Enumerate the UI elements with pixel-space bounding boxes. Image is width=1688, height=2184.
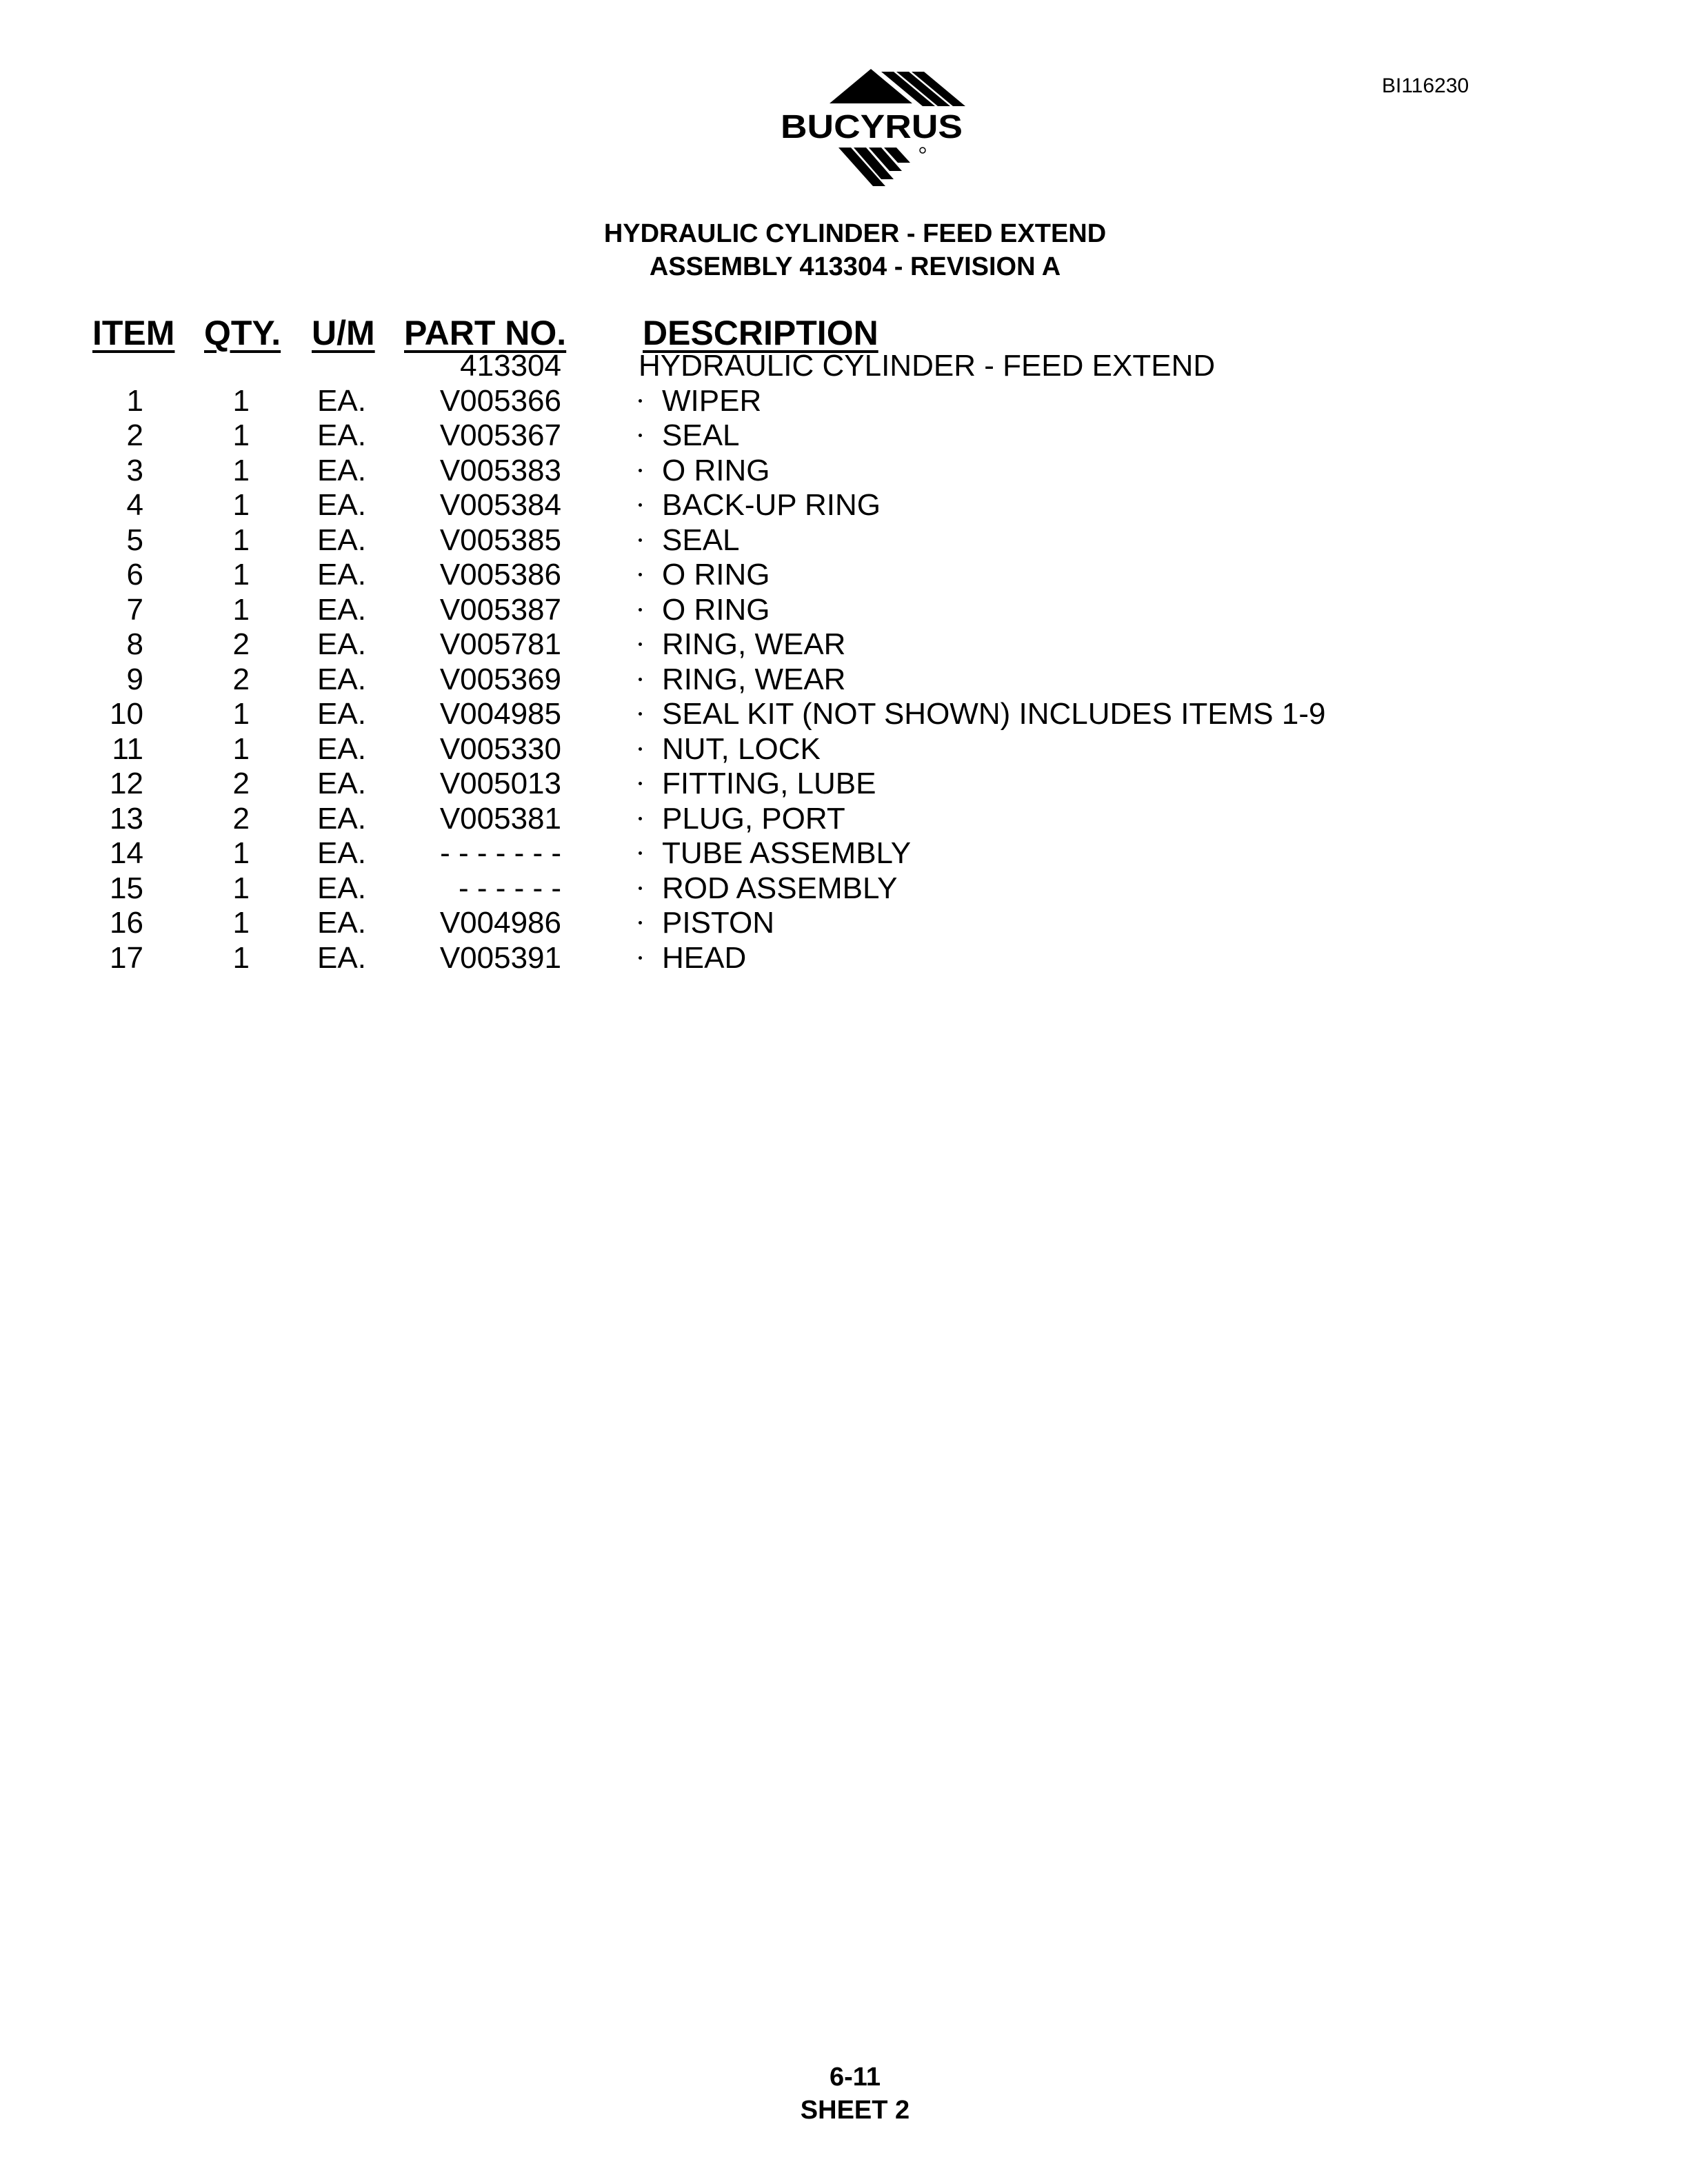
row-description: BACK-UP RING — [662, 488, 881, 522]
row-um: EA. — [317, 731, 366, 766]
row-qty: 1 — [232, 558, 250, 592]
row-um: EA. — [317, 940, 366, 975]
document-id: BI116230 — [1382, 74, 1469, 97]
table-row — [0, 593, 1688, 628]
row-item: 7 — [126, 592, 143, 627]
table-row — [0, 523, 1688, 558]
row-item: 15 — [110, 871, 143, 905]
column-header-part-no: PART NO. — [404, 314, 567, 352]
indent-dot-icon — [639, 503, 642, 507]
indent-dot-icon — [639, 538, 642, 542]
row-description: RING, WEAR — [662, 662, 846, 696]
row-qty: 1 — [232, 418, 250, 452]
row-description: O RING — [662, 558, 770, 592]
row-um: EA. — [317, 453, 366, 487]
row-description: RING, WEAR — [662, 627, 846, 661]
indent-dot-icon — [639, 573, 642, 576]
row-description: TUBE ASSEMBLY — [662, 836, 912, 870]
row-part-no: V005385 — [439, 523, 561, 557]
row-part-no: - - - - - - — [458, 871, 561, 905]
row-item: 3 — [126, 453, 143, 487]
row-um: EA. — [317, 767, 366, 800]
row-qty: 1 — [232, 523, 250, 557]
row-description: O RING — [662, 453, 770, 487]
row-um: EA. — [317, 871, 366, 905]
row-qty: 1 — [232, 592, 250, 627]
table-row — [0, 906, 1688, 941]
table-row — [0, 836, 1688, 871]
table-row — [0, 802, 1688, 837]
row-um: EA. — [317, 558, 366, 592]
row-part-no: V005330 — [439, 731, 561, 766]
indent-dot-icon — [639, 817, 642, 820]
row-item: 1 — [126, 383, 143, 418]
row-part-no: V005366 — [439, 383, 561, 418]
row-item: 13 — [110, 801, 143, 836]
indent-dot-icon — [639, 782, 642, 785]
row-item: 11 — [112, 731, 143, 766]
row-item: 4 — [126, 488, 143, 522]
table-row — [0, 871, 1688, 907]
row-part-no: V005381 — [439, 801, 561, 836]
sheet-number: SHEET 2 — [800, 2096, 910, 2125]
row-item: 6 — [126, 558, 143, 592]
table-row — [0, 488, 1688, 523]
row-item: 8 — [126, 627, 143, 661]
indent-dot-icon — [639, 851, 642, 855]
indent-dot-icon — [639, 608, 642, 611]
row-qty: 1 — [232, 697, 250, 731]
indent-dot-icon — [639, 956, 642, 960]
row-part-no: V005387 — [439, 592, 561, 627]
row-description: WIPER — [662, 383, 762, 418]
indent-dot-icon — [639, 469, 642, 472]
indent-dot-icon — [639, 921, 642, 924]
row-um: EA. — [317, 418, 366, 452]
row-um: EA. — [317, 627, 366, 661]
row-um: EA. — [317, 836, 366, 870]
row-description: SEAL — [662, 523, 740, 557]
row-qty: 2 — [232, 627, 250, 661]
row-part-no: V004986 — [439, 906, 561, 940]
page-number: 6-11 — [830, 2063, 881, 2092]
table-row — [0, 558, 1688, 593]
row-qty: 1 — [232, 453, 250, 487]
row-part-no: V005781 — [439, 627, 561, 661]
row-item: 16 — [110, 906, 143, 940]
row-um: EA. — [317, 592, 366, 627]
row-item: 14 — [110, 836, 143, 870]
row-item: 9 — [126, 662, 143, 696]
logo-text: BUCYRUS — [781, 109, 963, 145]
indent-dot-icon — [639, 434, 642, 437]
row-qty: 2 — [232, 767, 250, 800]
row-item: 17 — [110, 940, 143, 975]
row-um: EA. — [317, 906, 366, 940]
row-part-no: V005386 — [439, 558, 561, 592]
row-part-no: V005369 — [439, 662, 561, 696]
row-qty: 1 — [232, 940, 250, 975]
row-description: SEAL — [662, 418, 740, 452]
row-description: PLUG, PORT — [662, 801, 845, 836]
table-row — [0, 349, 1688, 384]
table-row — [0, 732, 1688, 767]
row-part-no: V005384 — [439, 488, 561, 522]
indent-dot-icon — [639, 887, 642, 890]
column-header-item: ITEM — [92, 314, 175, 352]
document-title: HYDRAULIC CYLINDER - FEED EXTEND — [603, 219, 1107, 248]
row-qty: 2 — [232, 662, 250, 696]
row-item: 10 — [110, 697, 143, 731]
row-um: EA. — [317, 383, 366, 418]
row-description: SEAL KIT (NOT SHOWN) INCLUDES ITEMS 1-9 — [662, 697, 1326, 731]
row-qty: 1 — [232, 871, 250, 905]
table-row — [0, 384, 1688, 419]
row-description: FITTING, LUBE — [662, 767, 876, 800]
row-qty: 1 — [232, 731, 250, 766]
row-part-no: - - - - - - - — [440, 836, 561, 870]
table-row — [0, 767, 1688, 802]
column-header-description: DESCRIPTION — [643, 314, 878, 352]
row-um: EA. — [317, 801, 366, 836]
row-qty: 1 — [232, 906, 250, 940]
row-um: EA. — [317, 488, 366, 522]
row-um: EA. — [317, 662, 366, 696]
bucyrus-logo-icon — [771, 69, 971, 197]
row-description: HYDRAULIC CYLINDER - FEED EXTEND — [639, 349, 1216, 383]
row-part-no: V005367 — [439, 418, 561, 452]
row-qty: 1 — [232, 383, 250, 418]
table-row — [0, 697, 1688, 732]
document-subtitle: ASSEMBLY 413304 - REVISION A — [649, 252, 1061, 281]
row-um: EA. — [317, 523, 366, 557]
row-description: O RING — [662, 592, 770, 627]
table-row — [0, 627, 1688, 663]
table-row — [0, 454, 1688, 489]
row-part-no: V005383 — [439, 453, 561, 487]
row-part-no: V005013 — [439, 767, 561, 800]
indent-dot-icon — [639, 712, 642, 716]
row-part-no: V005391 — [439, 940, 561, 975]
row-qty: 1 — [232, 836, 250, 870]
indent-dot-icon — [639, 678, 642, 681]
row-description: PISTON — [662, 906, 775, 940]
table-row — [0, 663, 1688, 698]
row-description: HEAD — [662, 940, 747, 975]
row-description: NUT, LOCK — [662, 731, 821, 766]
table-row — [0, 418, 1688, 454]
row-qty: 2 — [232, 801, 250, 836]
row-item: 2 — [126, 418, 143, 452]
parts-table — [0, 349, 1688, 975]
row-um: EA. — [317, 697, 366, 731]
indent-dot-icon — [639, 643, 642, 646]
row-part-no: V004985 — [439, 697, 561, 731]
row-description: ROD ASSEMBLY — [662, 871, 898, 905]
row-qty: 1 — [232, 488, 250, 522]
column-header-um: U/M — [312, 314, 375, 352]
row-item: 12 — [110, 767, 143, 800]
row-item: 5 — [126, 523, 143, 557]
indent-dot-icon — [639, 747, 642, 751]
indent-dot-icon — [639, 399, 642, 403]
column-header-qty: QTY. — [204, 314, 281, 352]
row-part-no: 413304 — [460, 349, 561, 383]
table-row — [0, 941, 1688, 976]
